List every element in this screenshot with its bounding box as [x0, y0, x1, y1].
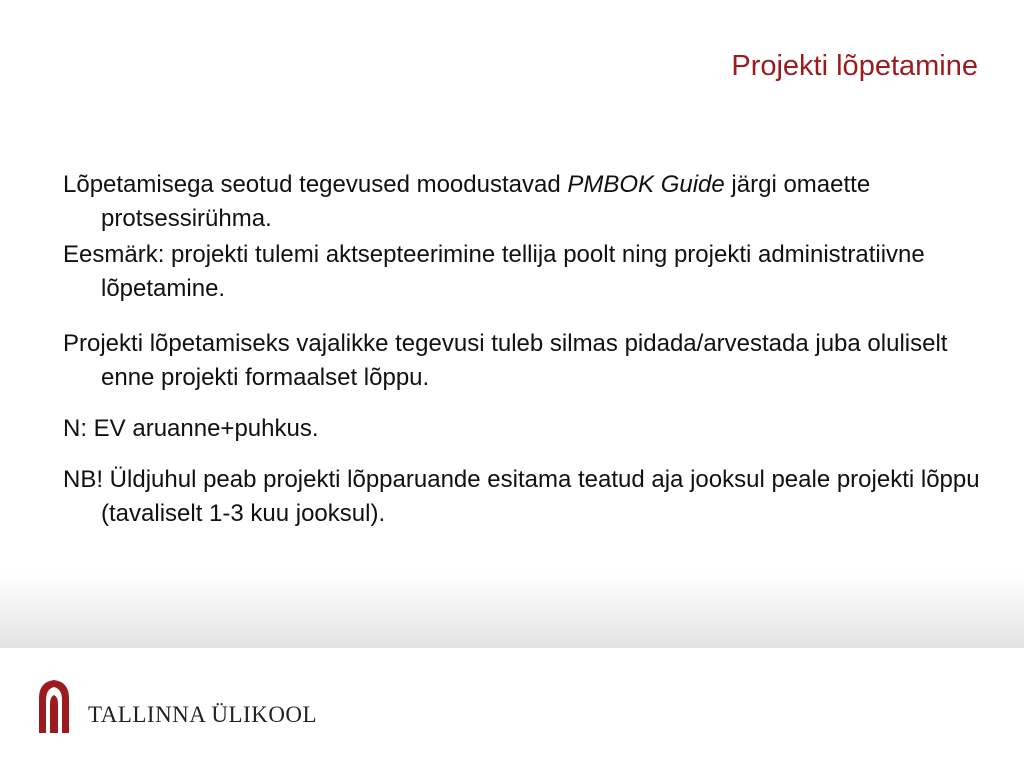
paragraph-3: Projekti lõpetamiseks vajalikke tegevusi tuleb silmas pidada/arvestada juba oluliselt enne projekti formaalset lõppu. [63, 330, 948, 391]
paragraph-1-start: Lõpetamisega seotud tegevused moodustavad [63, 171, 568, 198]
arch-logo-icon [36, 678, 72, 734]
paragraph-4: N: EV aruanne+puhkus. [63, 415, 319, 442]
slide-body [63, 168, 983, 531]
paragraph-5: NB! Üldjuhul peab projekti lõpparuande esitama teatud aja jooksul peale projekti lõppu (tavaliselt 1-3 kuu jooksul). [63, 466, 980, 527]
paragraph-1-end: järgi omaette protsessirühma. [101, 171, 871, 232]
footer-gradient-band [0, 572, 1024, 648]
paragraph-1 [63, 168, 983, 236]
paragraph-1-emphasis: PMBOK Guide [567, 171, 725, 198]
university-name: TALLINNA ÜLIKOOL [88, 702, 318, 727]
slide-title: Projekti lõpetamine [731, 50, 978, 82]
paragraph-2: Eesmärk: projekti tulemi aktsepteerimine tellija poolt ning projekti administratiivne lõpetamine. [63, 241, 925, 302]
